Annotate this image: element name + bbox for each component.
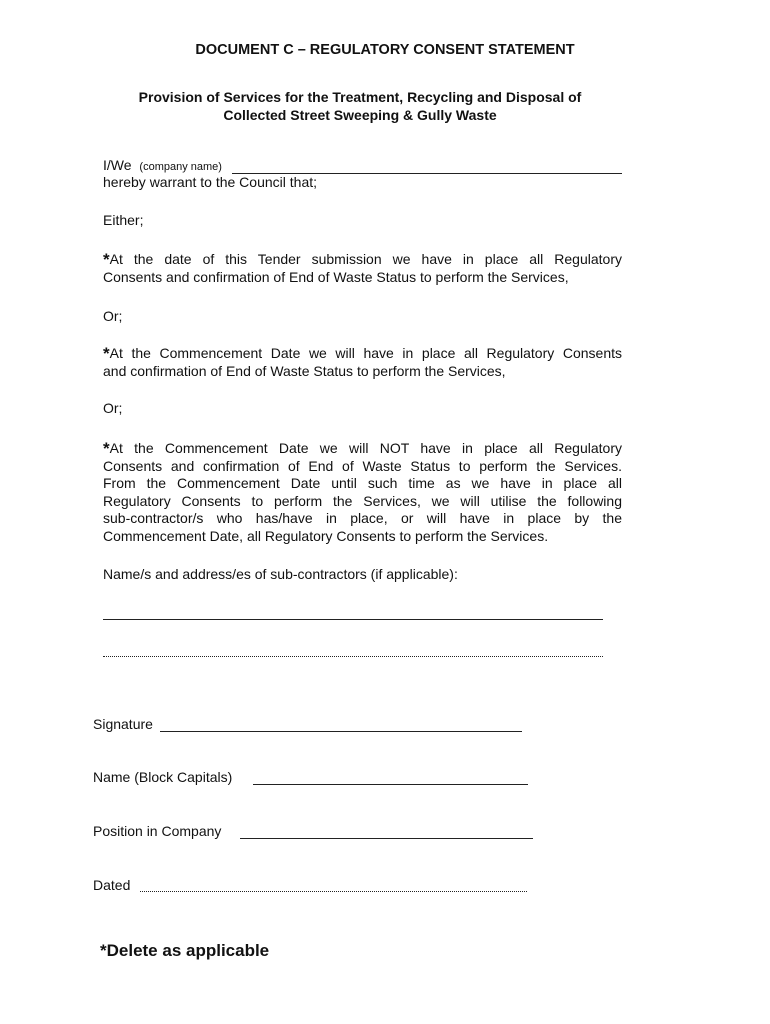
option-2 <box>103 345 622 380</box>
delete-as-applicable-note: *Delete as applicable <box>100 941 270 960</box>
option-3-line-4: Regulatory Consents to perform the Services, we will utilise the following <box>103 492 622 509</box>
option-3-line-6: Commencement Date, all Regulatory Consents to perform the Services. <box>103 527 549 544</box>
dated-field[interactable] <box>140 891 527 892</box>
option-3-star: * <box>103 439 110 458</box>
signature-label: Signature <box>93 716 153 732</box>
position-in-company-label: Position in Company <box>93 823 222 839</box>
subtitle-line-1: Provision of Services for the Treatment, Recycling and Disposal of <box>138 89 582 105</box>
company-name-label: (company name) <box>139 161 222 173</box>
document-title: DOCUMENT C – REGULATORY CONSENT STATEMENT <box>195 42 575 58</box>
option-3-line-3: From the Commencement Date until such time as we have in place all <box>103 475 622 492</box>
document-subtitle <box>95 88 625 124</box>
option-1-line-1: *At the date of this Tender submission we have in place all Regulatory <box>103 250 622 269</box>
signature-field[interactable] <box>160 731 522 732</box>
or-label-2: Or; <box>103 400 123 416</box>
either-label: Either; <box>103 212 144 228</box>
dated-label: Dated <box>93 877 131 893</box>
option-2-line-1: *At the Commencement Date we will have in place all Regulatory Consents <box>103 344 622 363</box>
option-3 <box>103 440 622 546</box>
option-2-star: * <box>103 344 110 363</box>
option-2-line-2: and confirmation of End of Waste Status to perform the Services, <box>103 362 506 379</box>
option-3-line-5: sub-contractor/s who has/have in place, or will have in place by the <box>103 510 622 527</box>
option-1-star: * <box>103 250 110 269</box>
name-block-capitals-label: Name (Block Capitals) <box>93 769 233 785</box>
option-1-line-2: Consents and confirmation of End of Waste Status to perform the Services, <box>103 268 569 285</box>
position-field[interactable] <box>240 838 533 839</box>
subtitle-line-2: Collected Street Sweeping & Gully Waste <box>223 107 497 123</box>
option-3-line-1: *At the Commencement Date we will NOT have in place all Regulatory <box>103 439 622 458</box>
option-1 <box>103 251 622 286</box>
subcontractor-field-1[interactable] <box>103 619 603 620</box>
option-3-line-2: Consents and confirmation of End of Waste Status to perform the Services. <box>103 457 622 474</box>
or-label-1: Or; <box>103 308 123 324</box>
name-field[interactable] <box>253 784 528 785</box>
subcontractors-label: Name/s and address/es of sub-contractors (if applicable): <box>103 566 458 582</box>
subcontractor-field-2[interactable] <box>103 656 603 657</box>
hereby-warrant-text: hereby warrant to the Council that; <box>103 174 318 190</box>
iwe-label: I/We <box>103 157 132 173</box>
